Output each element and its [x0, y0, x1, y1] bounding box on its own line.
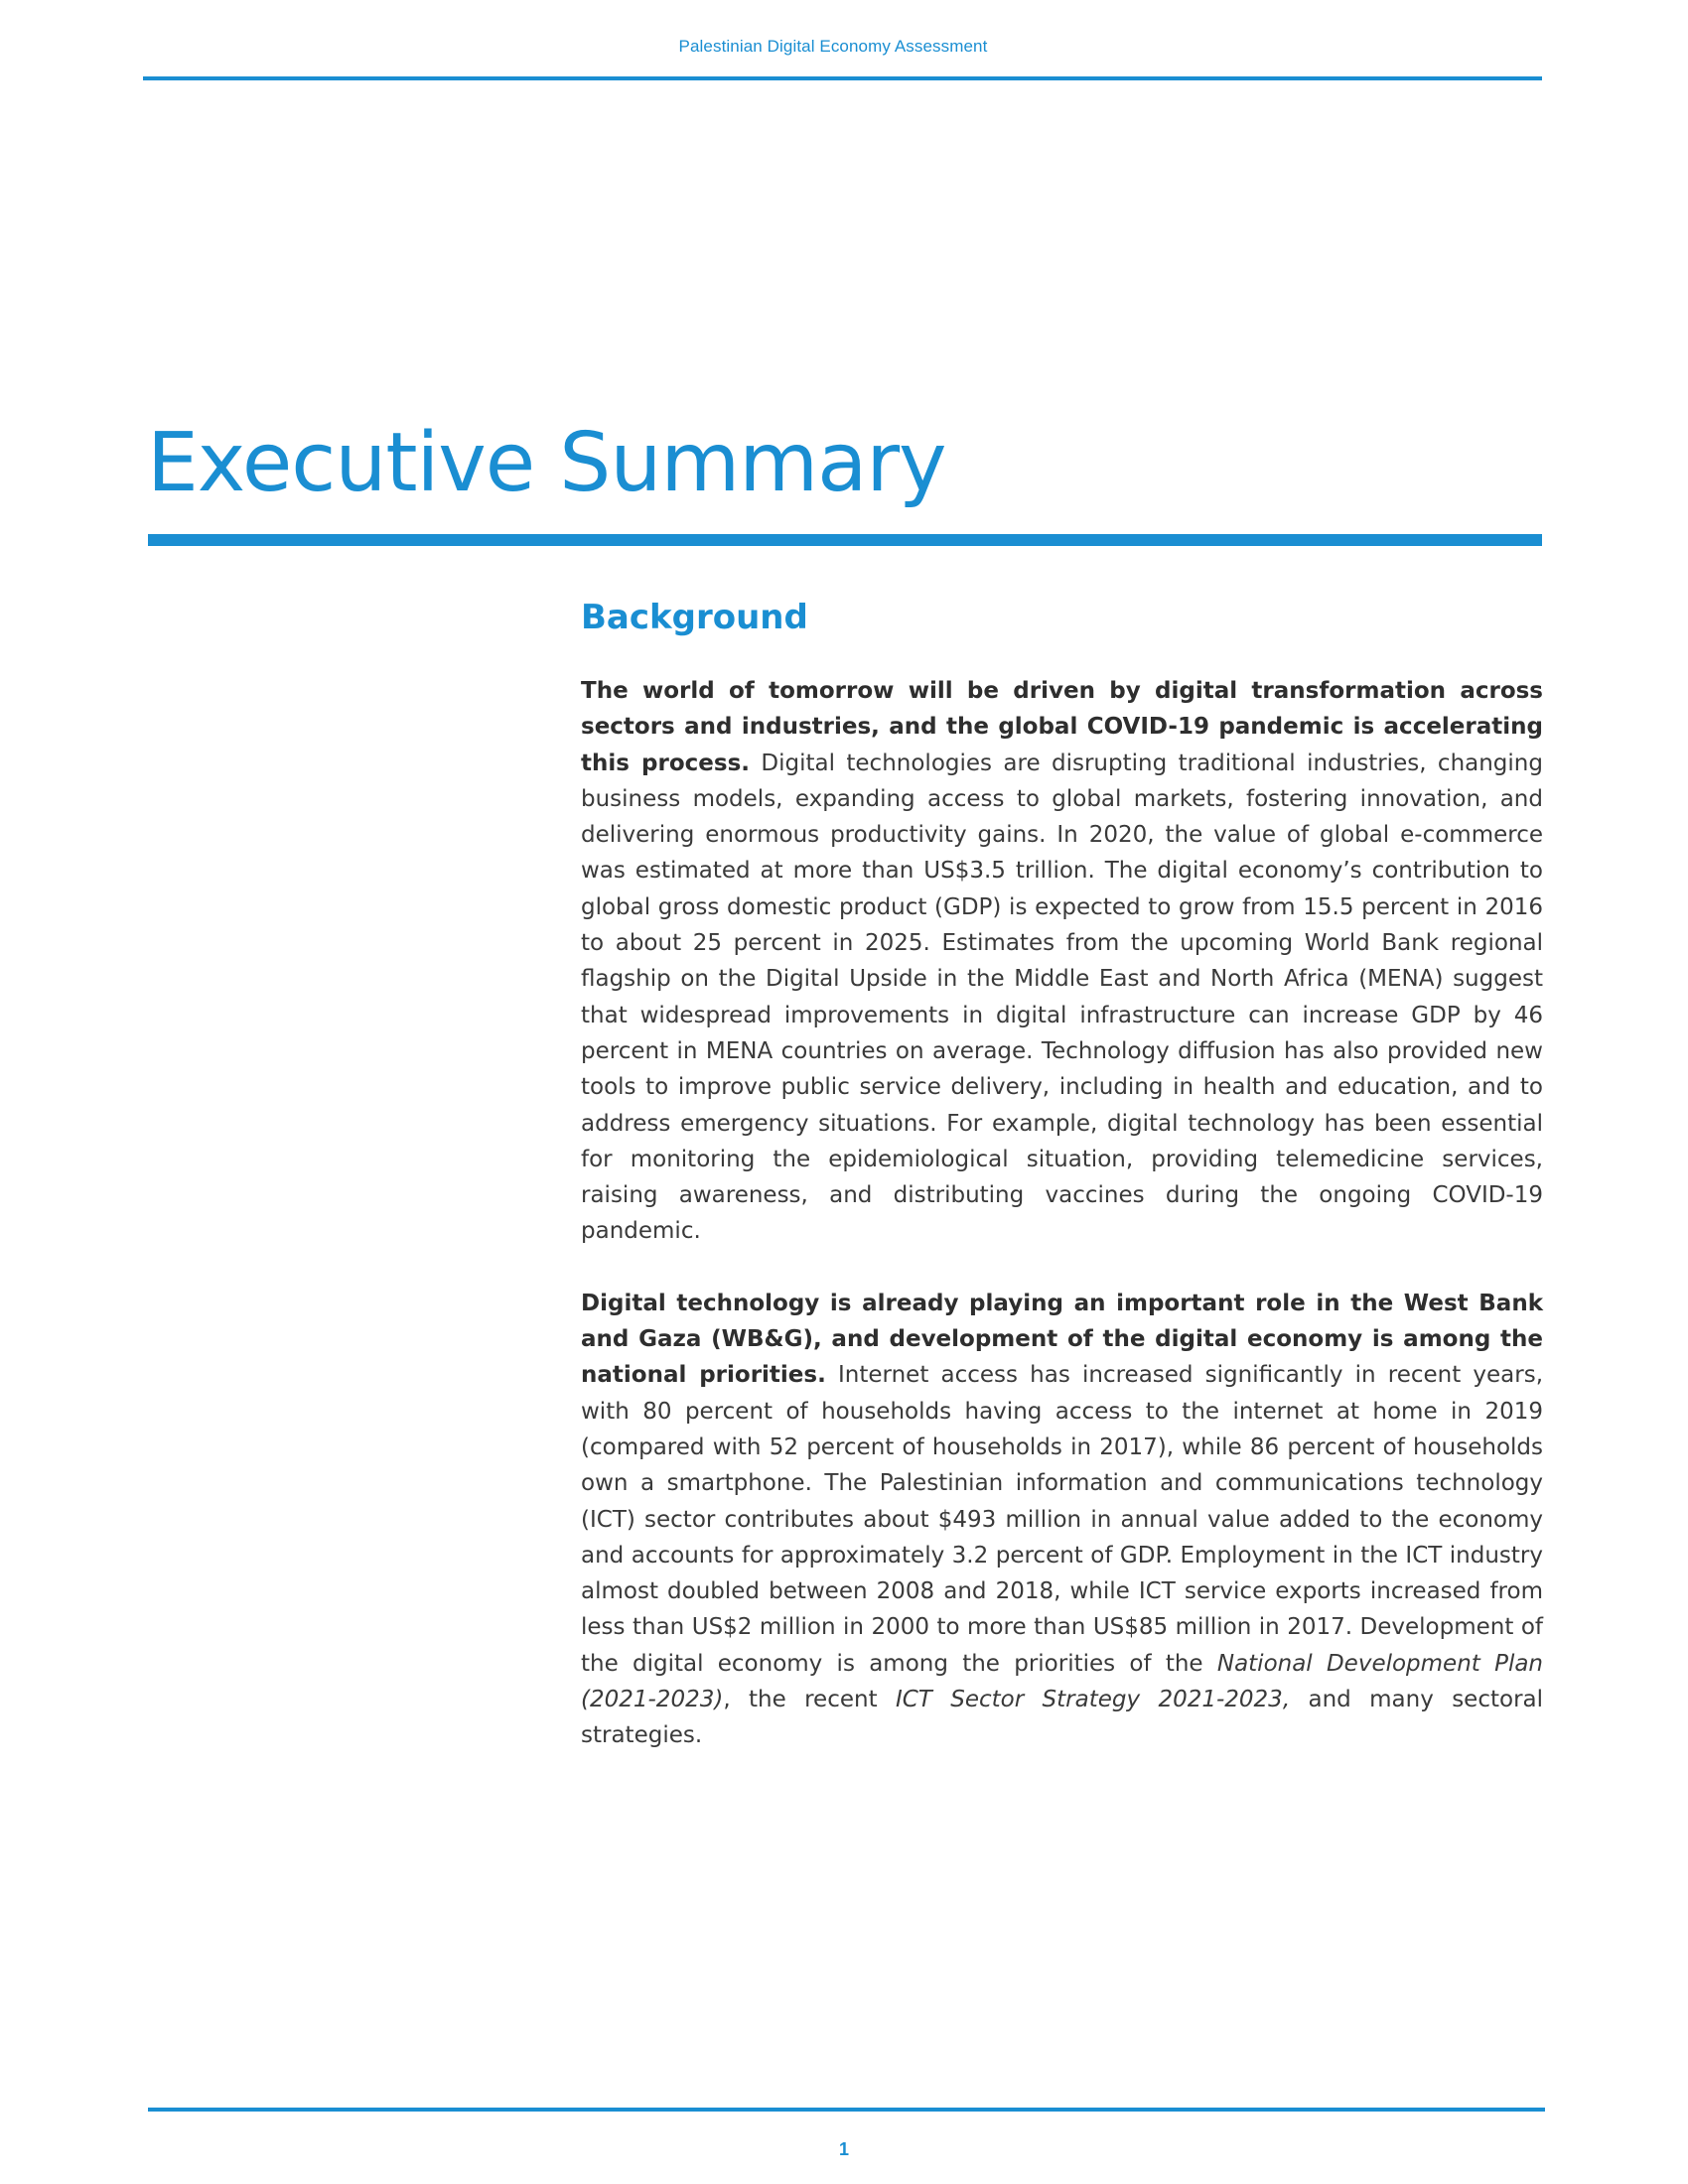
paragraph-1-lead: The world of tomorrow will be driven by digital transformation across sectors and industries, and the global COVID-19 pandemic is accelerating this process. — [581, 678, 1543, 776]
chapter-title: Executive Summary — [147, 416, 946, 510]
paragraph-1-body: Digital technologies are disrupting traditional industries, changing business models, expanding access to global markets, fostering innovation, and delivering enormous productivity gains. In 2020, the value of global e-commerce was estimated at more than US$3.5 trillion. The digital economy’s contribution to global gross domestic product (GDP) is expected to grow from 15.5 percent in 2016 to about 25 percent in 2025. Estimates from the upcoming World Bank regional flagship on the Digital Upside in the Middle East and North Africa (MENA) suggest that widespread improvements in digital infrastructure can increase GDP by 46 percent in MENA countries on average. Technology diffusion has also provided new tools to improve public service delivery, including in health and education, and to address emergency situations. For example, digital technology has been essential for monitoring the epidemiological situation, providing telemedicine services, raising awareness, and distributing vaccines during the ongoing COVID-19 pandemic. — [581, 750, 1543, 1245]
section-content — [581, 596, 1543, 1790]
paragraph-2-lead: Digital technology is already playing an important role in the West Bank and Gaza (WB&G), and development of the digital economy is among the national priorities. — [581, 1290, 1543, 1389]
footer-rule — [148, 2108, 1545, 2112]
running-header: Palestinian Digital Economy Assessment — [678, 37, 988, 56]
title-rule — [148, 534, 1542, 546]
paragraph-2-strategy-title: ICT Sector Strategy 2021-2023, — [895, 1687, 1291, 1713]
page-number: 1 — [838, 2139, 849, 2159]
paragraph-2 — [581, 1286, 1543, 1754]
paragraph-2-body-2: , the recent — [723, 1687, 896, 1713]
header-rule — [143, 76, 1542, 80]
paragraph-1 — [581, 673, 1543, 1250]
paragraph-2-body-1: Internet access has increased significantly in recent years, with 80 percent of households having access to the internet at home in 2019 (compared with 52 percent of households in 2017), while 86 percent of households own a smartphone. The Palestinian information and communications technology (ICT) sector contributes about $493 million in annual value added to the economy and accounts for approximately 3.2 percent of GDP. Employment in the ICT industry almost doubled between 2008 and 2018, while ICT service exports increased from less than US$2 million in 2000 to more than US$85 million in 2017. Development of the digital economy is among the priorities of the — [581, 1362, 1544, 1677]
paragraph-2-plan-title: National Development Plan (2021-2023) — [581, 1650, 1543, 1713]
section-heading: Background — [581, 598, 808, 637]
paragraph-2-body-3: and many sectoral strategies. — [581, 1687, 1544, 1749]
